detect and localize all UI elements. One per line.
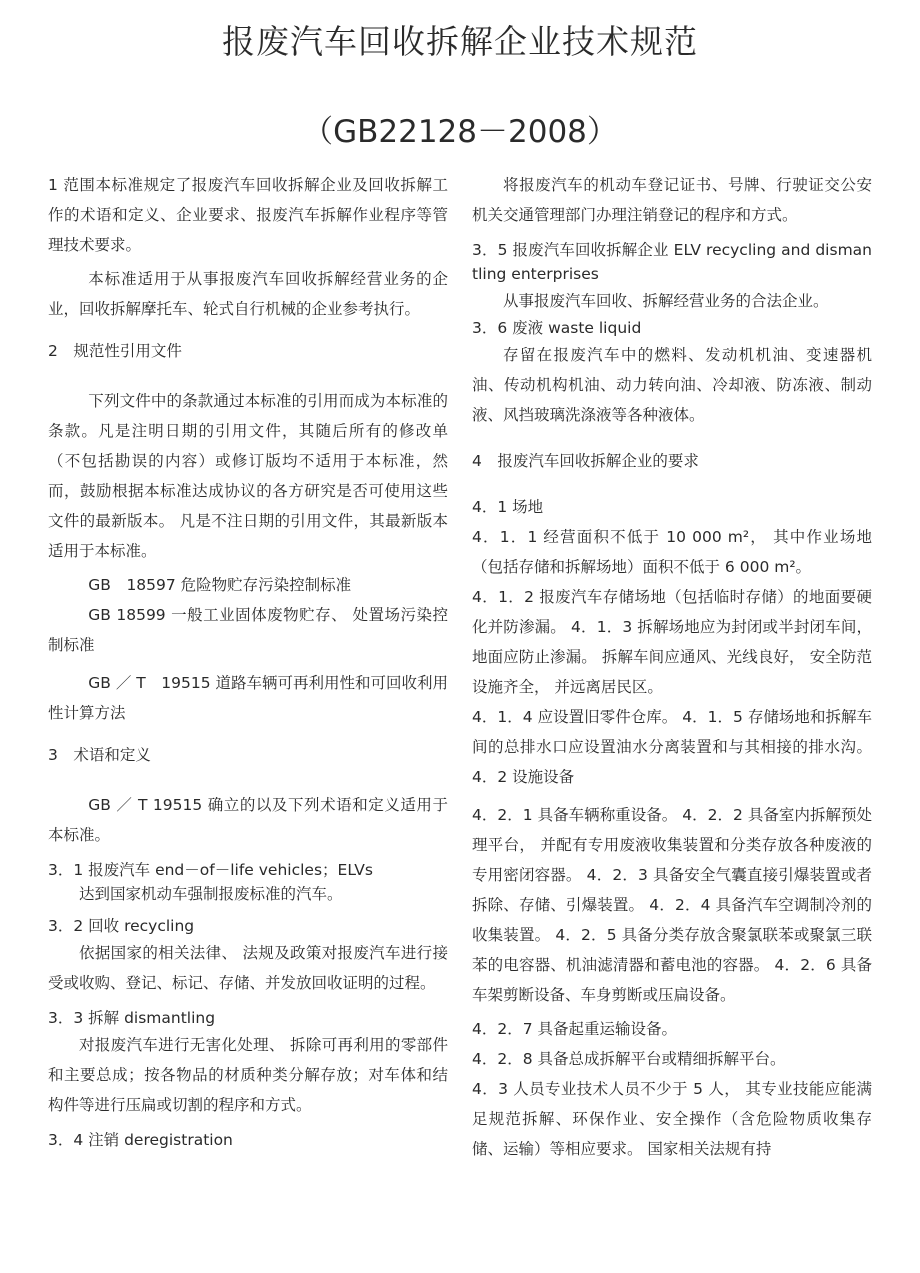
section-heading: 3 术语和定义 bbox=[48, 746, 151, 764]
paragraph: 本标准适用于从事报废汽车回收拆解经营业务的企业，回收拆解摩托车、轮式自行机械的企业参考执行。 bbox=[48, 270, 448, 318]
section-heading: 2 规范性引用文件 bbox=[48, 342, 182, 360]
clause: 4．2．8 具备总成拆解平台或精细拆解平台。 bbox=[472, 1050, 786, 1068]
reference-item: GB 18599 一般工业固体废物贮存、 处置场污染控制标准 bbox=[48, 606, 448, 654]
term-definition: 对报废汽车进行无害化处理、 拆除可再利用的零部件和主要总成；按各物品的材质种类分解存放；对车体和结构件等进行压扁或切割的程序和方式。 bbox=[48, 1036, 448, 1114]
term-definition: 将报废汽车的机动车登记证书、号牌、行驶证交公安机关交通管理部门办理注销登记的程序和方式。 bbox=[472, 176, 872, 224]
term-heading: 3．4 注销 deregistration bbox=[48, 1131, 233, 1149]
clause: 4．3 人员专业技术人员不少于 5 人， 其专业技能应能满足规范拆解、环保作业、安全操作（含危险物质收集存储、运输）等相应要求。 国家相关法规有持 bbox=[472, 1080, 872, 1158]
paragraph: 下列文件中的条款通过本标准的引用而成为本标准的条款。凡是注明日期的引用文件，其随后所有的修改单（不包括勘误的内容）或修订版均不适用于本标准，然而，鼓励根据本标准达成协议的各方研究是否可使用这些文件的最新版本。 凡是不注日期的引用文件，其最新版本适用于本标准。 bbox=[48, 392, 448, 560]
term-definition: 依据国家的相关法律、 法规及政策对报废汽车进行接受或收购、登记、标记、存储、并发放回收证明的过程。 bbox=[48, 944, 448, 992]
right-column bbox=[472, 170, 872, 1164]
term-definition: 从事报废汽车回收、拆解经营业务的合法企业。 bbox=[503, 292, 829, 310]
term-heading: 3．2 回收 recycling bbox=[48, 917, 195, 935]
section-heading: 4 报废汽车回收拆解企业的要求 bbox=[472, 452, 699, 470]
reference-item: GB 18597 危险物贮存污染控制标准 bbox=[88, 576, 352, 594]
clause: 4．2．7 具备起重运输设备。 bbox=[472, 1020, 678, 1038]
clause: 4．1．2 报废汽车存储场地（包括临时存储）的地面要硬化并防渗漏。 4．1．3 拆解场地应为封闭或半封闭车间， 地面应防止渗漏。 拆解车间应通风、光线良好， 安全防范设施齐全， 并远离居民区。 bbox=[472, 588, 872, 696]
term-definition: 达到国家机动车强制报废标准的汽车。 bbox=[79, 885, 343, 903]
left-column bbox=[48, 170, 448, 1152]
term-heading: 3．1 报废汽车 end－of－life vehicles；ELVs bbox=[48, 861, 373, 879]
term-definition: 存留在报废汽车中的燃料、发动机机油、变速器机油、传动机构机油、动力转向油、冷却液、防冻液、制动液、风挡玻璃洗涤液等各种液体。 bbox=[472, 346, 872, 424]
paragraph: GB ／ T 19515 确立的以及下列术语和定义适用于本标准。 bbox=[48, 796, 448, 844]
clause: 4．1 场地 bbox=[472, 498, 544, 516]
reference-item: GB ／ T 19515 道路车辆可再利用性和可回收利用性计算方法 bbox=[48, 674, 448, 722]
term-heading: 3．5 报废汽车回收拆解企业 ELV recycling and dismantling enterprises bbox=[472, 241, 872, 283]
clause: 4．2．1 具备车辆称重设备。 4．2．2 具备室内拆解预处理平台， 并配有专用废液收集装置和分类存放各种废液的专用密闭容器。 4．2．3 具备安全气囊直接引爆装置或者拆除、存储、引爆装置。 4．2．4 具备汽车空调制冷剂的收集装置。 4．2．5 具备分类存放含聚氯联苯或聚氯三联苯的电容器、机油滤清器和蓄电池的容器。 4．2．6 具备车架剪断设备、车身剪断或压扁设备。 bbox=[472, 806, 872, 1004]
clause: 4．1．4 应设置旧零件仓库。 4．1．5 存储场地和拆解车间的总排水口应设置油水分离装置和与其相接的排水沟。 4．2 设施设备 bbox=[472, 708, 872, 786]
standard-number: （GB22128－2008） bbox=[302, 114, 618, 150]
document-title: 报废汽车回收拆解企业技术规范 bbox=[222, 22, 698, 61]
paragraph: 1 范围本标准规定了报废汽车回收拆解企业及回收拆解工作的术语和定义、企业要求、报废汽车拆解作业程序等管理技术要求。 bbox=[48, 176, 448, 254]
term-heading: 3．3 拆解 dismantling bbox=[48, 1009, 216, 1027]
clause: 4．1．1 经营面积不低于 10 000 m²， 其中作业场地（包括存储和拆解场地）面积不低于 6 000 m²。 bbox=[472, 528, 872, 576]
term-heading: 3．6 废液 waste liquid bbox=[472, 319, 642, 337]
